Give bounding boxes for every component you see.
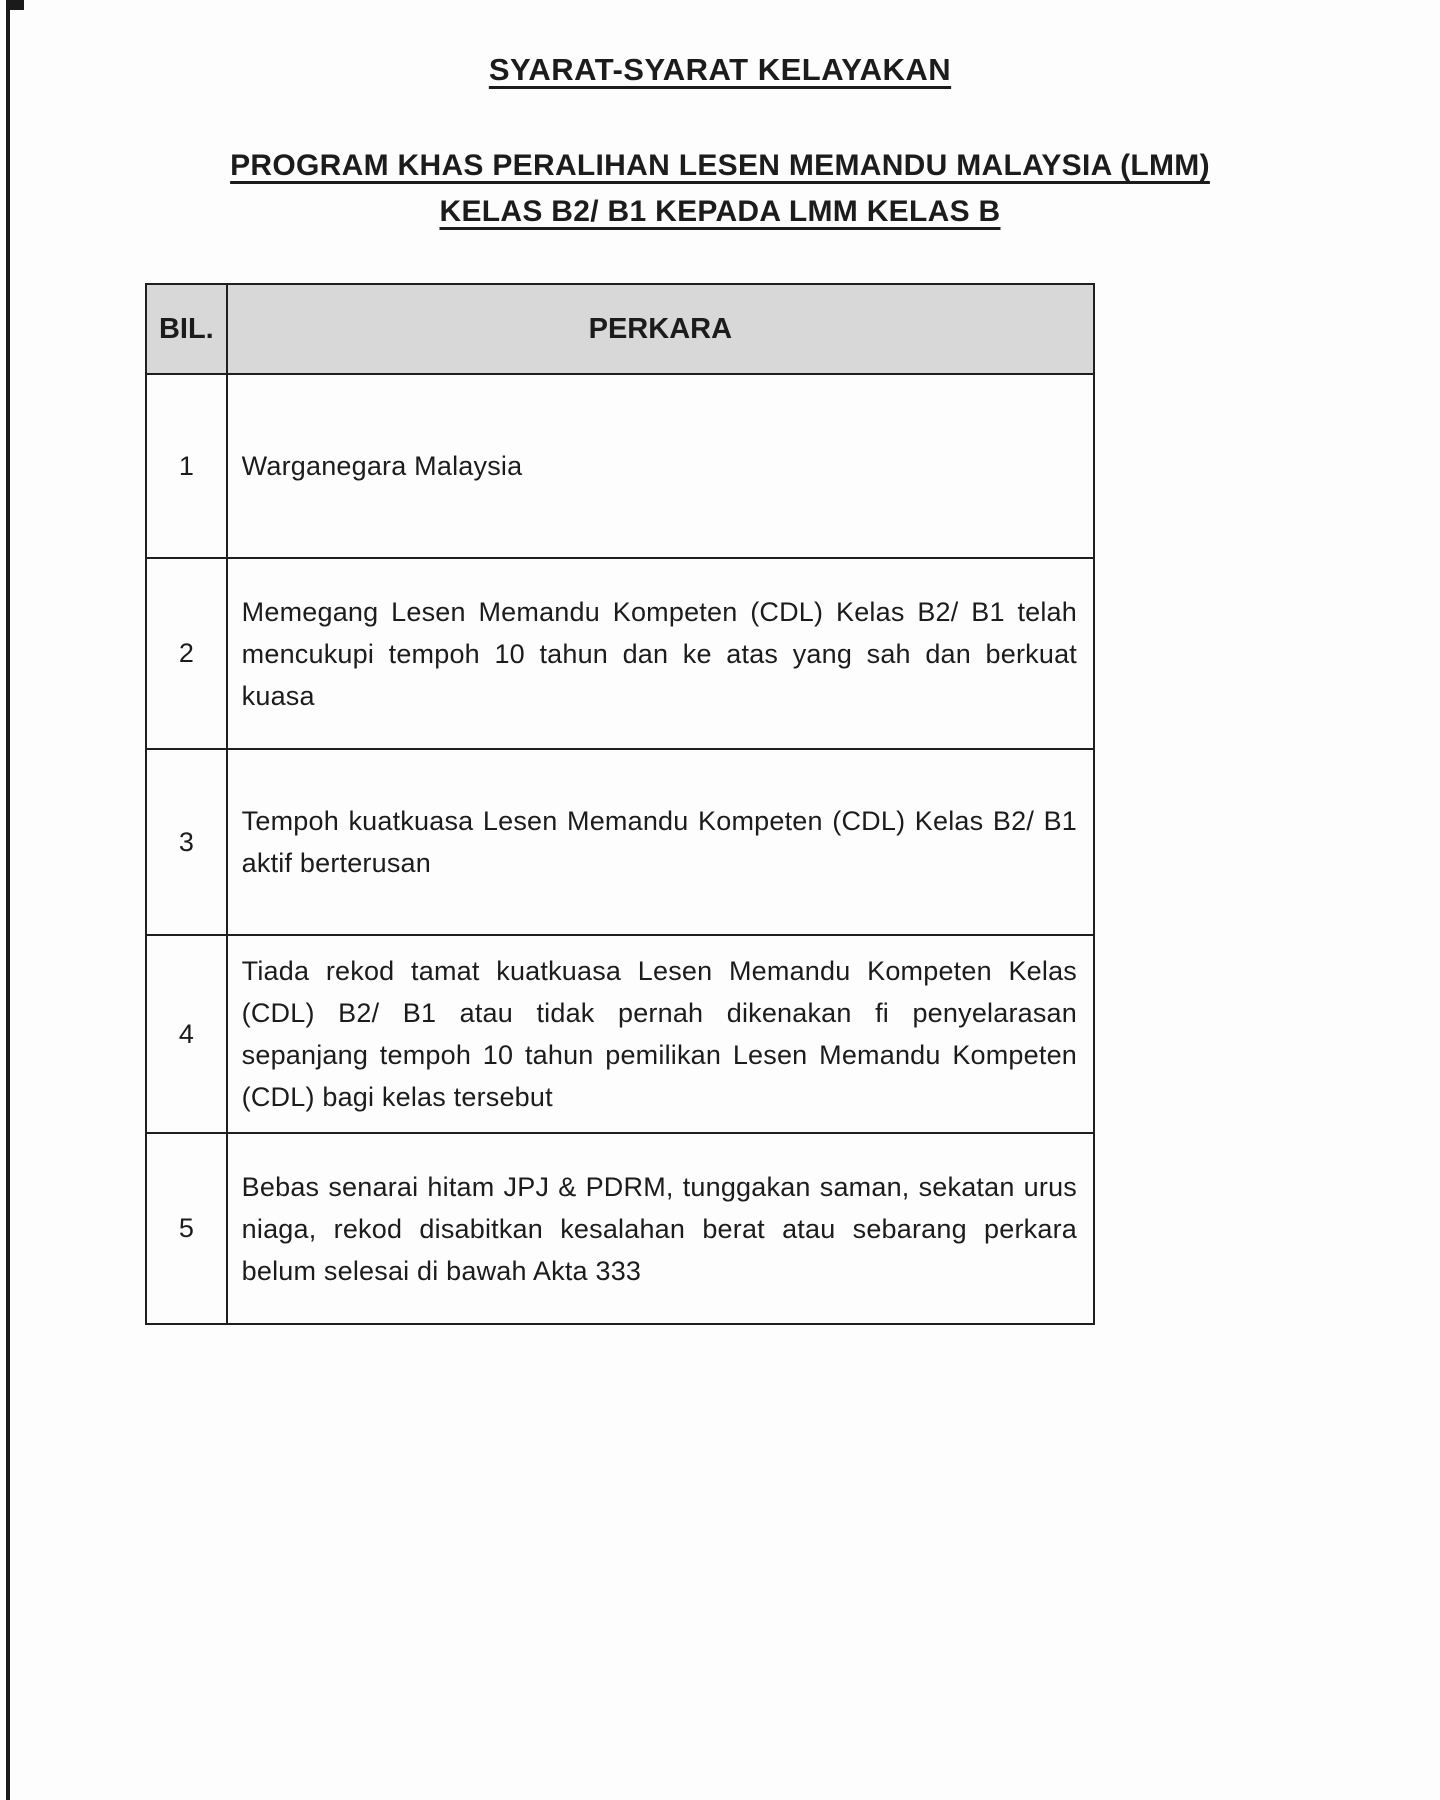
row-number: 5: [146, 1133, 227, 1324]
page-subtitle-line1: PROGRAM KHAS PERALIHAN LESEN MEMANDU MALAYSIA (LMM): [230, 149, 1210, 182]
requirements-table: [145, 283, 1095, 1325]
table-header-row: [146, 284, 1094, 374]
scan-edge-corner: [6, 0, 24, 10]
page-title: [0, 52, 1440, 88]
table-row: [146, 1133, 1094, 1324]
row-perkara: Tempoh kuatkuasa Lesen Memandu Kompeten (CDL) Kelas B2/ B1 aktif berterusan: [227, 749, 1094, 935]
row-perkara: Memegang Lesen Memandu Kompeten (CDL) Kelas B2/ B1 telah mencukupi tempoh 10 tahun dan ke atas yang sah dan berkuat kuasa: [227, 558, 1094, 749]
header-perkara: PERKARA: [227, 284, 1094, 374]
row-number: 3: [146, 749, 227, 935]
row-number: 1: [146, 374, 227, 558]
table-row: [146, 749, 1094, 935]
row-perkara: Tiada rekod tamat kuatkuasa Lesen Memandu Kompeten Kelas (CDL) B2/ B1 atau tidak pernah dikenakan fi penyelarasan sepanjang tempoh 10 tahun pemilikan Lesen Memandu Kompeten (CDL) bagi kelas tersebut: [227, 935, 1094, 1133]
table-header: [146, 284, 1094, 374]
table-body: [146, 374, 1094, 1324]
row-perkara: Bebas senarai hitam JPJ & PDRM, tunggakan saman, sekatan urus niaga, rekod disabitkan kesalahan berat atau sebarang perkara belum selesai di bawah Akta 333: [227, 1133, 1094, 1324]
row-number: 2: [146, 558, 227, 749]
header-bil: BIL.: [146, 284, 227, 374]
row-perkara: Warganegara Malaysia: [227, 374, 1094, 558]
scan-edge-line: [6, 0, 10, 1800]
row-number: 4: [146, 935, 227, 1133]
table-row: [146, 558, 1094, 749]
page-title-text: SYARAT-SYARAT KELAYAKAN: [488, 52, 952, 87]
page-subtitle: [0, 143, 1440, 235]
table-row: [146, 935, 1094, 1133]
table-row: [146, 374, 1094, 558]
page-subtitle-line2: KELAS B2/ B1 KEPADA LMM KELAS B: [439, 195, 1001, 228]
